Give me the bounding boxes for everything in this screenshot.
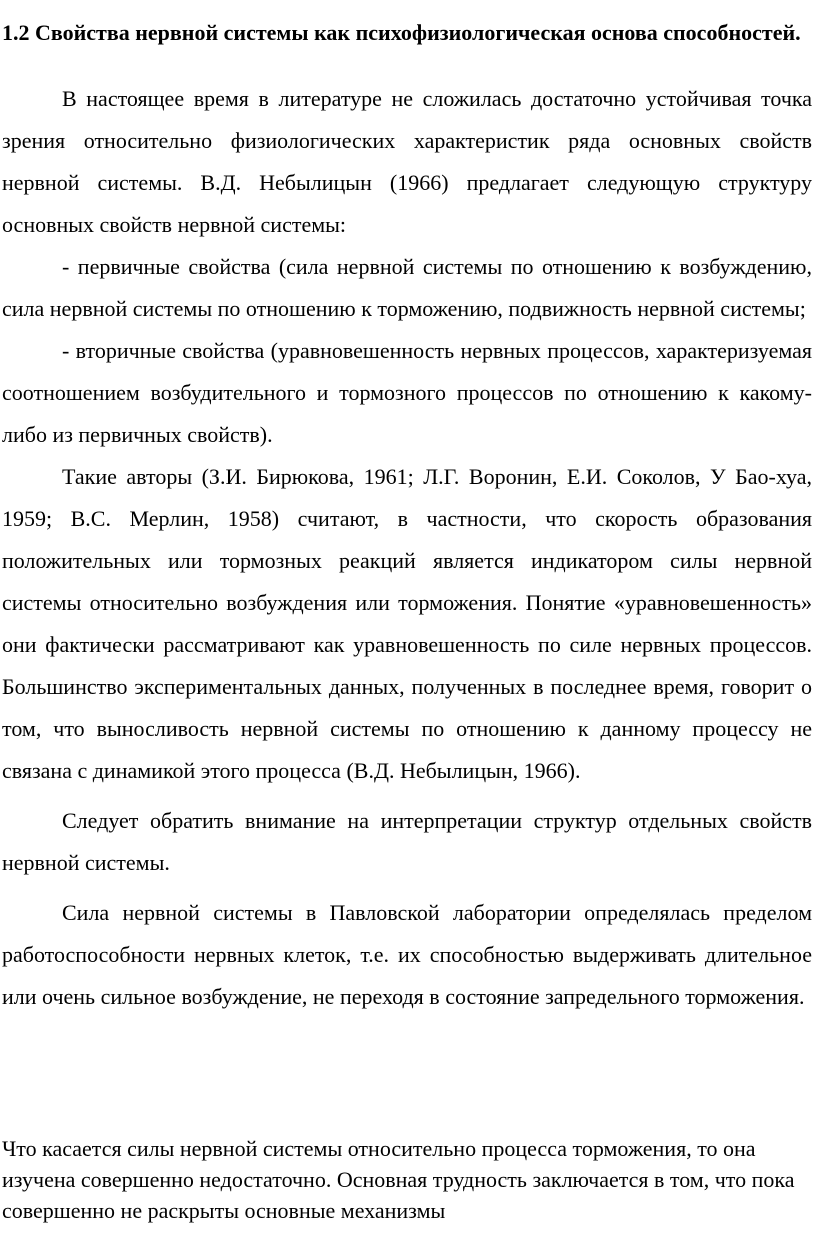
paragraph-interpretation: Следует обратить внимание на интерпретации структур отдельных свойств нервной системы. (2, 808, 812, 875)
paragraph-inhibition: Что касается силы нервной системы относительно процесса торможения, то она изучена совершенно недостаточно. Основная трудность заключается в том, что пока совершенно не раскрыты основные механизмы (2, 1136, 795, 1223)
paragraph-primary-properties: - первичные свойства (сила нервной системы по отношению к возбуждению, сила нервной системы по отношению к торможению, подвижность нервной системы; (2, 254, 812, 321)
section-heading: 1.2 Свойства нервной системы как психофизиологическая основа способностей. (2, 20, 801, 45)
paragraph-intro: В настоящее время в литературе не сложилась достаточно устойчивая точка зрения относительно физиологических характеристик ряда основных свойств нервной системы. В.Д. Небылицын (1966) предлагает следующую структуру основных свойств нервной системы: (2, 86, 812, 237)
body-text (2, 78, 812, 1018)
paragraph-secondary-properties: - вторичные свойства (уравновешенность нервных процессов, характеризуемая соотношением возбудительного и тормозного процессов по отношению к какому-либо из первичных свойств). (2, 338, 812, 447)
paragraph-strength: Сила нервной системы в Павловской лаборатории определялась пределом работоспособности нервных клеток, т.е. их способностью выдерживать длительное или очень сильное возбуждение, не переходя в состояние запредельного торможения. (2, 900, 812, 1009)
paragraph-authors: Такие авторы (З.И. Бирюкова, 1961; Л.Г. Воронин, Е.И. Соколов, У Бао-хуа, 1959; В.С. Мерлин, 1958) считают, в частности, что скорость образования положительных или тормозных реакций является индикатором силы нервной системы относительно возбуждения или торможения. Понятие «уравновешенность» они фактически рассматривают как уравновешенность по силе нервных процессов. Большинство экспериментальных данных, полученных в последнее время, говорит о том, что выносливость нервной системы по отношению к данному процессу не связана с динамикой этого процесса (В.Д. Небылицын, 1966). (2, 464, 812, 783)
